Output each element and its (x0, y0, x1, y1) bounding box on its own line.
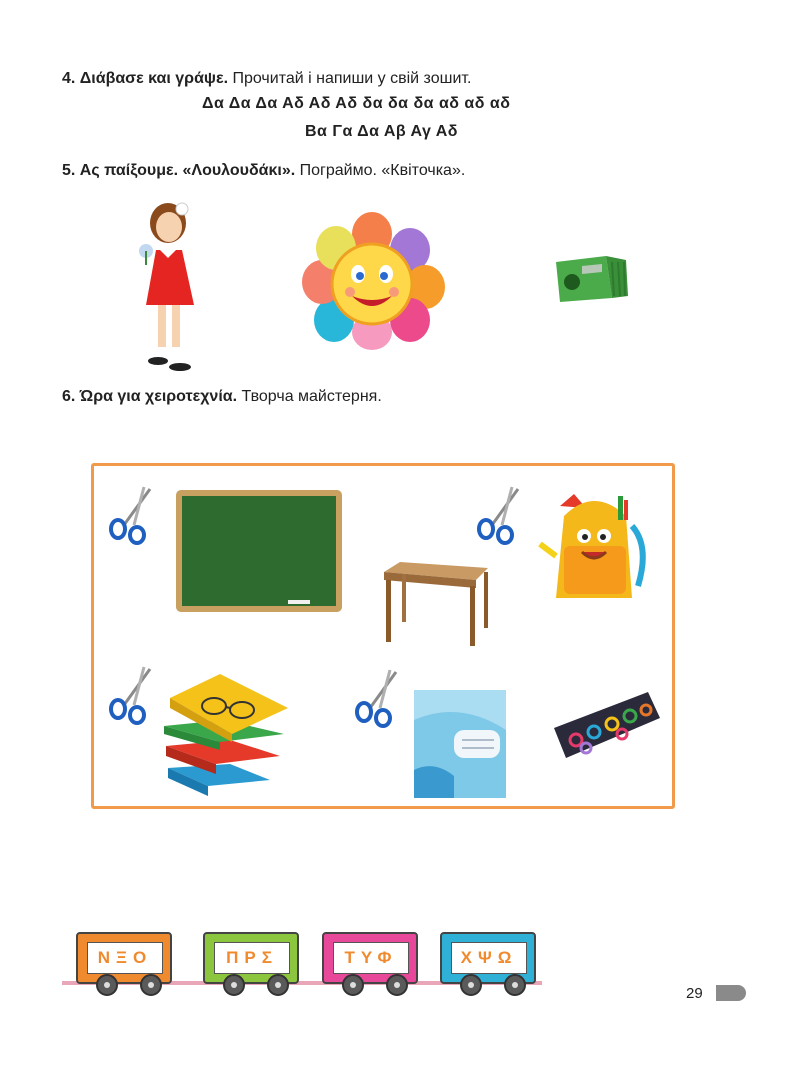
wagon-letters: ΝΞΟ (87, 942, 163, 974)
backpack-icon (534, 486, 652, 608)
desk-icon (380, 560, 492, 648)
exercise-ukrainian-title: Творча майстерня. (241, 388, 382, 405)
wagon-letters: ΧΨΩ (451, 942, 527, 974)
exercise-6-heading (62, 388, 382, 406)
smiling-flower-icon (300, 212, 445, 352)
scissors-icon[interactable] (350, 668, 402, 728)
wheel-icon (96, 974, 118, 996)
exercise-ukrainian-title: Прочитай і напиши у свій зошит. (232, 70, 472, 87)
exercise-number: 5. (62, 162, 76, 179)
exercise-greek-title: Ας παίξουμε. «Λουλουδάκι». (79, 162, 296, 179)
exercise-number: 4. (62, 70, 76, 87)
wheel-icon (460, 974, 482, 996)
syllable-line-1: Δα Δα Δα Αδ Αδ Αδ δα δα δα αδ αδ αδ (202, 95, 511, 112)
wheel-icon (342, 974, 364, 996)
scissors-icon[interactable] (104, 665, 156, 725)
page-number: 29 (686, 985, 703, 1002)
wagon-letters: ΤΥΦ (333, 942, 409, 974)
wheel-icon (267, 974, 289, 996)
chalkboard-icon (176, 490, 342, 612)
girl-with-flower-icon (128, 195, 208, 380)
pencil-case-icon (552, 688, 662, 762)
scissors-icon[interactable] (104, 485, 156, 545)
pencil-sharpener-icon (550, 252, 630, 304)
wheel-icon (223, 974, 245, 996)
syllable-line-2: Βα Γα Δα Αβ Αγ Αδ (305, 123, 458, 140)
exercise-greek-title: Διάβασε και γράψε. (79, 70, 229, 87)
books-with-glasses-icon (160, 668, 292, 796)
wheel-icon (140, 974, 162, 996)
exercise-greek-title: Ώρα για χειροτεχνία. (79, 388, 238, 405)
scissors-icon[interactable] (472, 485, 524, 545)
page-tab-marker (716, 985, 746, 1001)
exercise-4-heading (62, 70, 471, 88)
exercise-ukrainian-title: Пограймо. «Квіточка». (299, 162, 466, 179)
wagon-letters: ΠΡΣ (214, 942, 290, 974)
wheel-icon (504, 974, 526, 996)
exercise-number: 6. (62, 388, 76, 405)
notebook-icon (414, 690, 506, 798)
wheel-icon (386, 974, 408, 996)
exercise-5-heading (62, 162, 465, 180)
